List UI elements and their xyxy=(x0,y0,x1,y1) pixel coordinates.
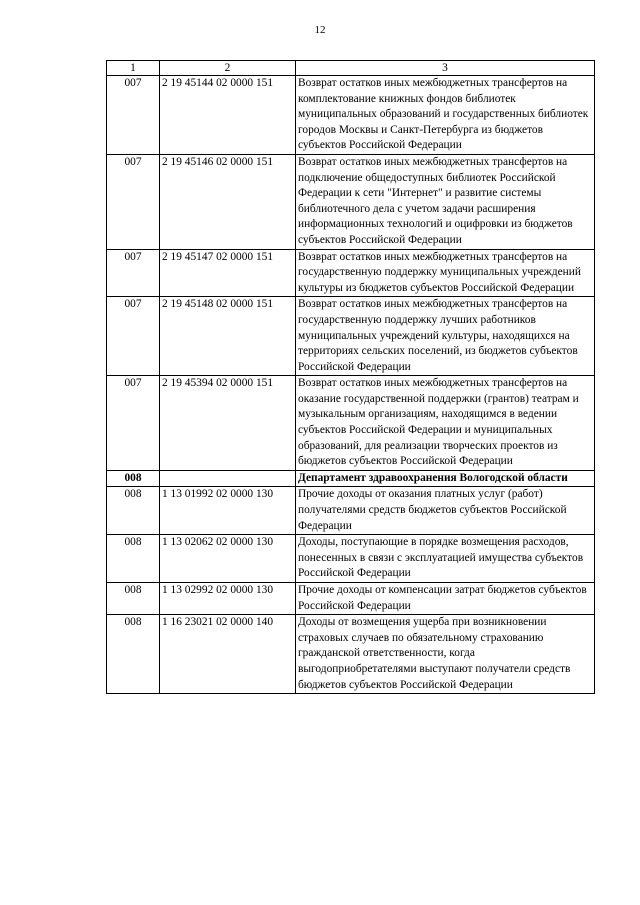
revenue-code: 2 19 45148 02 0000 151 xyxy=(160,297,296,376)
revenue-code: 2 19 45144 02 0000 151 xyxy=(160,76,296,155)
revenue-code xyxy=(160,470,296,487)
table-row xyxy=(107,615,595,694)
administrator-code: 008 xyxy=(107,615,160,694)
revenue-name: Прочие доходы от компенсации затрат бюджетов субъектов Российской Федерации xyxy=(296,583,595,615)
table-row xyxy=(107,487,595,535)
administrator-code: 008 xyxy=(107,470,160,487)
table-row xyxy=(107,249,595,297)
administrator-code: 007 xyxy=(107,297,160,376)
column-header-3: 3 xyxy=(296,61,595,76)
revenue-name: Прочие доходы от оказания платных услуг (работ) получателями средств бюджетов субъектов Российской Федерации xyxy=(296,487,595,535)
table-row xyxy=(107,376,595,471)
administrator-code: 007 xyxy=(107,376,160,471)
revenue-name: Доходы от возмещения ущерба при возникновении страховых случаев по обязательному страхованию гражданской ответственности, когда выгодоприобретателями выступают получатели средств бюджетов субъектов Российской Федерации xyxy=(296,615,595,694)
table-row xyxy=(107,154,595,249)
revenue-name: Доходы, поступающие в порядке возмещения расходов, понесенных в связи с эксплуатацией имущества субъектов Российской Федерации xyxy=(296,535,595,583)
department-heading-row xyxy=(107,470,595,487)
revenue-code: 1 13 02992 02 0000 130 xyxy=(160,583,296,615)
revenue-name: Возврат остатков иных межбюджетных трансфертов на государственную поддержку лучших работников муниципальных учреждений культуры, находящихся на территориях сельских поселений, из бюджетов субъектов Российской Федерации xyxy=(296,297,595,376)
revenue-code: 1 13 01992 02 0000 130 xyxy=(160,487,296,535)
department-name: Департамент здравоохранения Вологодской области xyxy=(296,470,595,487)
table-row xyxy=(107,76,595,155)
administrator-code: 008 xyxy=(107,487,160,535)
table-row xyxy=(107,297,595,376)
revenue-name: Возврат остатков иных межбюджетных трансфертов на комплектование книжных фондов библиотек муниципальных образований и государственных библиотек городов Москвы и Санкт-Петербурга из бюджетов субъектов Российской Федерации xyxy=(296,76,595,155)
administrator-code: 007 xyxy=(107,249,160,297)
revenue-code: 2 19 45146 02 0000 151 xyxy=(160,154,296,249)
revenue-name: Возврат остатков иных межбюджетных трансфертов на подключение общедоступных библиотек Российской Федерации к сети "Интернет" и развитие системы библиотечного дела с учетом задачи расширения информационных технологий и оцифровки из бюджетов субъектов Российской Федерации xyxy=(296,154,595,249)
revenue-code: 1 13 02062 02 0000 130 xyxy=(160,535,296,583)
revenue-code: 2 19 45394 02 0000 151 xyxy=(160,376,296,471)
revenue-code: 1 16 23021 02 0000 140 xyxy=(160,615,296,694)
table-row xyxy=(107,583,595,615)
budget-classification-table xyxy=(106,60,595,694)
administrator-code: 007 xyxy=(107,154,160,249)
table-row xyxy=(107,535,595,583)
revenue-name: Возврат остатков иных межбюджетных трансфертов на оказание государственной поддержки (грантов) театрам и музыкальным организациям, находящимся в ведении субъектов Российской Федерации и муниципальных образований, для реализации творческих проектов из бюджетов субъектов Российской Федерации xyxy=(296,376,595,471)
revenue-name: Возврат остатков иных межбюджетных трансфертов на государственную поддержку муниципальных учреждений культуры из бюджетов субъектов Российской Федерации xyxy=(296,249,595,297)
column-header-2: 2 xyxy=(160,61,296,76)
administrator-code: 008 xyxy=(107,583,160,615)
revenue-code: 2 19 45147 02 0000 151 xyxy=(160,249,296,297)
page-number: 12 xyxy=(314,24,326,36)
table-header-row xyxy=(107,61,595,76)
administrator-code: 008 xyxy=(107,535,160,583)
column-header-1: 1 xyxy=(107,61,160,76)
administrator-code: 007 xyxy=(107,76,160,155)
